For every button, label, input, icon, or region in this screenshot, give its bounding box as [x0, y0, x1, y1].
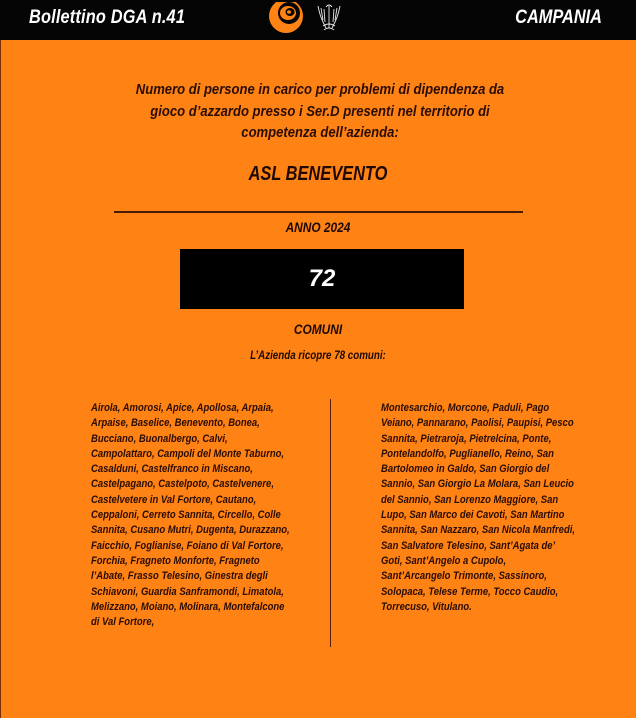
horizontal-divider	[114, 211, 523, 213]
patients-count-value: 72	[308, 265, 336, 292]
bulletin-title: Bollettino DGA n.41	[29, 7, 186, 28]
comuni-list-left: Airola, Amorosi, Apice, Apollosa, Arpaia, Arpaise, Baselice, Benevento, Bonea, Bucciano, Buonalbergo, Calvi, Campolattaro, Campoli del Monte Taburno, Casalduni, Castelfranco in Miscano, Castelpagano, Castelpoto, Castelvenere, Castelvetere in Val Fortore, Cautano, Ceppaloni, Cerreto Sannita, Circello, Colle Sannita, Cusano Mutri, Dugenta, Durazzano, Faicchio, Foglianise, Foiano di Val Fortore, Forchia, Fragneto Monforte, Fragneto l’Abate, Frasso Telesino, Ginestra degli Schiavoni, Guardia Sanframondi, Limatola, Melizzano, Moiano, Molinara, Montefalcone di Val Fortore,	[91, 402, 290, 629]
azienda-name: ASL BENEVENTO	[248, 163, 388, 185]
page-edge	[0, 40, 1, 718]
vertical-divider	[330, 399, 331, 647]
year-label: ANNO 2024	[285, 219, 351, 235]
region-label: CAMPANIA	[515, 7, 602, 28]
header-bar	[0, 0, 636, 40]
comuni-summary: L’Azienda ricopre 78 comuni:	[250, 350, 386, 362]
patients-count-box	[180, 249, 464, 309]
intro-text: Numero di persone in carico per problemi di dipendenza da gioco d’azzardo presso i Ser.D presenti nel territorio di competenza dell’azienda:	[135, 82, 505, 141]
confindustria-eagle-icon	[317, 2, 341, 34]
comuni-heading: COMUNI	[293, 321, 343, 337]
comuni-list-right: Montesarchio, Morcone, Paduli, Pago Veiano, Pannarano, Paolisi, Paupisi, Pesco Sannita, Pietraroja, Pietrelcina, Ponte, Pontelandolfo, Puglianello, Reino, San Bartolomeo in Galdo, San Giorgio del Sannio, San Giorgio La Molara, San Leucio del Sannio, San Lorenzo Maggiore, San Lupo, San Marco dei Cavoti, San Martino Sannita, San Nazzaro, San Nicola Manfredi, San Salvatore Telesino, Sant’Agata de’ Goti, Sant’Angelo a Cupolo, Sant’Arcangelo Trimonte, Sassinoro, Solopaca, Telese Terme, Tocco Caudio, Torrecuso, Vitulano.	[381, 402, 575, 613]
spiral-logo-icon	[266, 0, 306, 38]
